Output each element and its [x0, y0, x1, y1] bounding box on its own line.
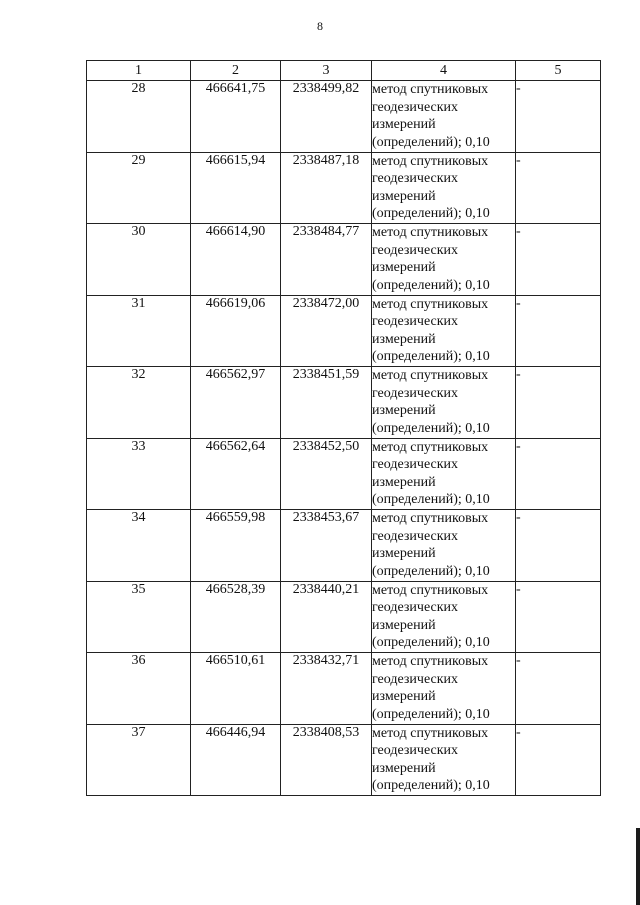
table-row — [87, 367, 601, 439]
coordinate-y: 2338451,59 — [281, 367, 372, 439]
header-col-3: 3 — [281, 61, 372, 81]
point-number: 36 — [87, 653, 191, 725]
method-accuracy: метод спутниковых геодезических измерений (определений); 0,10 — [372, 152, 516, 224]
coordinate-x: 466528,39 — [191, 581, 281, 653]
coordinate-y: 2338432,71 — [281, 653, 372, 725]
point-number: 29 — [87, 152, 191, 224]
table-header — [87, 61, 601, 81]
point-number: 32 — [87, 367, 191, 439]
table-row — [87, 438, 601, 510]
method-accuracy: метод спутниковых геодезических измерений (определений); 0,10 — [372, 81, 516, 153]
scan-edge-shadow — [636, 828, 640, 905]
coordinate-y: 2338499,82 — [281, 81, 372, 153]
coordinate-x: 466562,64 — [191, 438, 281, 510]
coordinate-x: 466510,61 — [191, 653, 281, 725]
method-accuracy: метод спутниковых геодезических измерений (определений); 0,10 — [372, 653, 516, 725]
table-row — [87, 724, 601, 796]
method-accuracy: метод спутниковых геодезических измерений (определений); 0,10 — [372, 510, 516, 582]
coordinate-y: 2338487,18 — [281, 152, 372, 224]
method-accuracy: метод спутниковых геодезических измерений (определений); 0,10 — [372, 438, 516, 510]
coordinate-y: 2338453,67 — [281, 510, 372, 582]
coordinate-x: 466619,06 — [191, 295, 281, 367]
point-number: 35 — [87, 581, 191, 653]
table-row — [87, 152, 601, 224]
method-accuracy: метод спутниковых геодезических измерений (определений); 0,10 — [372, 224, 516, 296]
note: - — [516, 81, 601, 153]
header-col-2: 2 — [191, 61, 281, 81]
method-accuracy: метод спутниковых геодезических измерений (определений); 0,10 — [372, 295, 516, 367]
coordinate-y: 2338408,53 — [281, 724, 372, 796]
header-col-1: 1 — [87, 61, 191, 81]
point-number: 33 — [87, 438, 191, 510]
point-number: 37 — [87, 724, 191, 796]
note: - — [516, 224, 601, 296]
note: - — [516, 653, 601, 725]
method-accuracy: метод спутниковых геодезических измерений (определений); 0,10 — [372, 724, 516, 796]
coordinate-x: 466562,97 — [191, 367, 281, 439]
header-row — [87, 61, 601, 81]
table-body — [87, 81, 601, 796]
note: - — [516, 581, 601, 653]
table-row — [87, 81, 601, 153]
coordinate-x: 466641,75 — [191, 81, 281, 153]
table-row — [87, 295, 601, 367]
note: - — [516, 152, 601, 224]
coordinate-x: 466559,98 — [191, 510, 281, 582]
note: - — [516, 438, 601, 510]
coordinate-x: 466614,90 — [191, 224, 281, 296]
page-number: 8 — [317, 19, 323, 33]
method-accuracy: метод спутниковых геодезических измерений (определений); 0,10 — [372, 367, 516, 439]
point-number: 30 — [87, 224, 191, 296]
point-number: 31 — [87, 295, 191, 367]
point-number: 34 — [87, 510, 191, 582]
coordinate-y: 2338472,00 — [281, 295, 372, 367]
method-accuracy: метод спутниковых геодезических измерений (определений); 0,10 — [372, 581, 516, 653]
note: - — [516, 724, 601, 796]
coordinate-x: 466615,94 — [191, 152, 281, 224]
coordinates-table — [86, 60, 601, 796]
table-row — [87, 224, 601, 296]
coordinate-y: 2338484,77 — [281, 224, 372, 296]
note: - — [516, 510, 601, 582]
coordinate-y: 2338452,50 — [281, 438, 372, 510]
coordinate-x: 466446,94 — [191, 724, 281, 796]
note: - — [516, 367, 601, 439]
header-col-5: 5 — [516, 61, 601, 81]
note: - — [516, 295, 601, 367]
table-row — [87, 653, 601, 725]
coordinate-y: 2338440,21 — [281, 581, 372, 653]
header-col-4: 4 — [372, 61, 516, 81]
table-row — [87, 510, 601, 582]
table-row — [87, 581, 601, 653]
point-number: 28 — [87, 81, 191, 153]
